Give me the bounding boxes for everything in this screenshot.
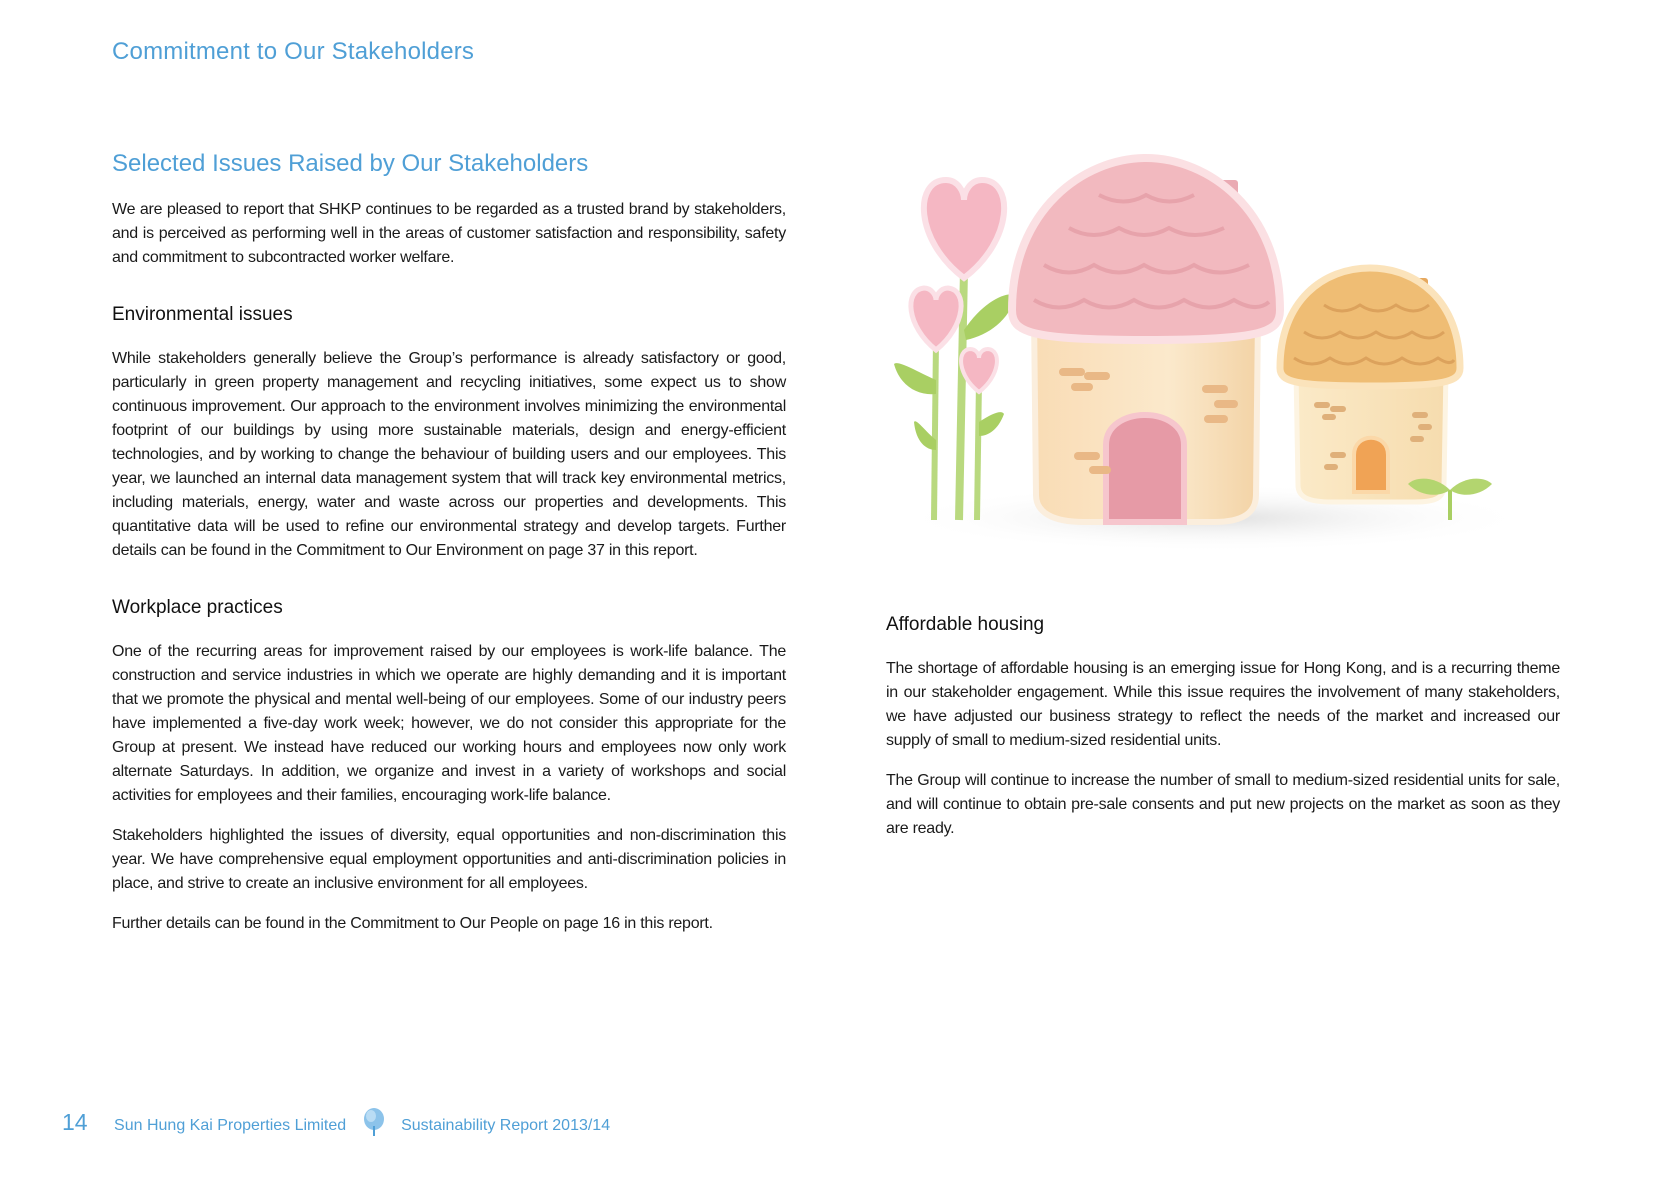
affordable-paragraph-2: The Group will continue to increase the number of small to medium-sized residential units for sale, and will continue to obtain pre-sale consents and put new projects on the market as soon as they are ready. <box>886 772 1560 837</box>
left-column <box>112 150 786 952</box>
affordable-paragraph-1: The shortage of affordable housing is an emerging issue for Hong Kong, and is a recurring theme in our stakeholder engagement. While this issue requires the involvement of many stakeholders, we have adjusted our business strategy to reflect the needs of the market and increased our supply of small to medium-sized residential units. <box>886 660 1560 749</box>
report-title: Sustainability Report 2013/14 <box>401 1117 611 1134</box>
section-title: Selected Issues Raised by Our Stakeholders <box>112 150 589 177</box>
heart-flowers <box>894 180 1016 520</box>
big-house <box>1012 158 1280 522</box>
environmental-paragraph: While stakeholders generally believe the Group’s performance is already satisfactory or good, particularly in green property management and recycling initiatives, some expect us to show continuous improvement. Our approach to the environment involves minimizing the environmental footprint of our buildings by using more sustainable materials, design and energy-efficient technologies, and by working to change the behaviour of building users and our employees. This year, we launched an internal data management system that will track key environmental metrics, including materials, energy, water and waste across our properties and developments. This quantitative data will be used to refine our environmental strategy and develop targets. Further details can be found in the Commitment to Our Environment on page 37 in this report. <box>112 350 786 559</box>
illustration-graphic <box>884 150 1544 570</box>
workplace-paragraph-2: Stakeholders highlighted the issues of diversity, equal opportunities and non-discrimination this year. We have comprehensive equal employment opportunities and anti-discrimination policies in place, and strive to create an inclusive environment for all employees. <box>112 827 786 892</box>
page-number: 14 <box>62 1109 88 1135</box>
page-footer <box>62 1108 610 1140</box>
houses-and-heart-flowers-illustration <box>884 150 1544 570</box>
tree-icon <box>361 1108 387 1136</box>
environmental-issues-heading: Environmental issues <box>112 304 293 325</box>
workplace-paragraph-3: Further details can be found in the Commitment to Our People on page 16 in this report. <box>112 915 713 932</box>
intro-paragraph: We are pleased to report that SHKP continues to be regarded as a trusted brand by stakeholders, and is perceived as performing well in the areas of customer satisfaction and responsibility, safety and commitment to subcontracted worker welfare. <box>112 201 786 266</box>
small-house <box>1280 268 1460 502</box>
workplace-practices-heading: Workplace practices <box>112 597 283 618</box>
workplace-paragraph-1: One of the recurring areas for improvement raised by our employees is work-life balance. The construction and service industries in which we operate are highly demanding and it is important that we promote the physical and mental well-being of our employees. Some of our industry peers have implemented a five-day work week; however, we do not consider this appropriate for the Group at present. We instead have reduced our working hours and employees now only work alternate Saturdays. In addition, we organize and invest in a variety of workshops and social activities for employees and their families, encouraging work-life balance. <box>112 643 786 804</box>
affordable-housing-heading: Affordable housing <box>886 614 1045 635</box>
running-title: Commitment to Our Stakeholders <box>112 38 475 65</box>
right-column <box>886 614 1560 857</box>
company-name: Sun Hung Kai Properties Limited <box>114 1117 347 1134</box>
